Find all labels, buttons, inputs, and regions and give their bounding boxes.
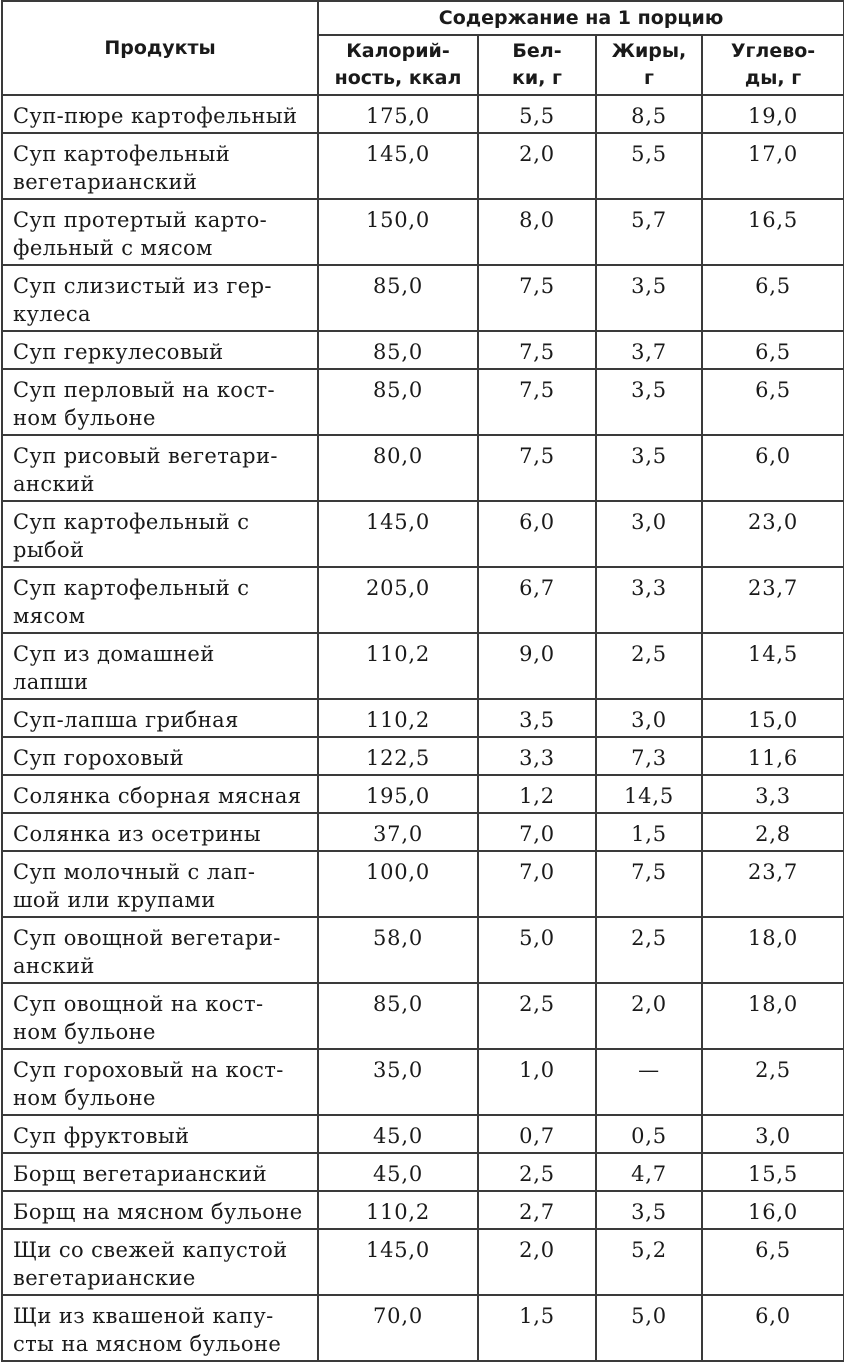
carbs-value: 6,0 bbox=[702, 435, 844, 501]
fat-value: 5,0 bbox=[596, 1295, 702, 1361]
protein-value: 5,0 bbox=[478, 917, 596, 983]
protein-value: 1,0 bbox=[478, 1049, 596, 1115]
table-row bbox=[2, 501, 844, 567]
fat-value: — bbox=[596, 1049, 702, 1115]
carbs-value: 18,0 bbox=[702, 983, 844, 1049]
table-row bbox=[2, 199, 844, 265]
protein-value: 9,0 bbox=[478, 633, 596, 699]
carbs-value: 23,0 bbox=[702, 501, 844, 567]
table-row bbox=[2, 775, 844, 813]
carbs-value: 3,0 bbox=[702, 1115, 844, 1153]
table-row bbox=[2, 1295, 844, 1361]
table-row bbox=[2, 851, 844, 917]
protein-value: 2,5 bbox=[478, 1153, 596, 1191]
calories-value: 45,0 bbox=[318, 1153, 478, 1191]
product-name: Суп картофельный с рыбой bbox=[2, 501, 318, 567]
table-row bbox=[2, 813, 844, 851]
product-name: Суп протертый карто- фельный с мясом bbox=[2, 199, 318, 265]
header-content-per-portion: Содержание на 1 порцию bbox=[318, 1, 844, 35]
product-name: Суп рисовый вегетари- анский bbox=[2, 435, 318, 501]
protein-value: 2,0 bbox=[478, 1229, 596, 1295]
header-calories: Калорий- ность, ккал bbox=[318, 35, 478, 95]
fat-value: 14,5 bbox=[596, 775, 702, 813]
calories-value: 195,0 bbox=[318, 775, 478, 813]
calories-value: 150,0 bbox=[318, 199, 478, 265]
calories-value: 85,0 bbox=[318, 331, 478, 369]
calories-value: 145,0 bbox=[318, 501, 478, 567]
fat-value: 5,2 bbox=[596, 1229, 702, 1295]
carbs-value: 19,0 bbox=[702, 95, 844, 133]
product-name: Суп овощной вегетари- анский bbox=[2, 917, 318, 983]
calories-value: 175,0 bbox=[318, 95, 478, 133]
carbs-value: 11,6 bbox=[702, 737, 844, 775]
fat-value: 3,5 bbox=[596, 435, 702, 501]
carbs-value: 23,7 bbox=[702, 851, 844, 917]
carbs-value: 6,5 bbox=[702, 369, 844, 435]
carbs-value: 14,5 bbox=[702, 633, 844, 699]
carbs-value: 18,0 bbox=[702, 917, 844, 983]
header-carbs: Углево- ды, г bbox=[702, 35, 844, 95]
product-name: Суп молочный с лап- шой или крупами bbox=[2, 851, 318, 917]
carbs-value: 6,5 bbox=[702, 1229, 844, 1295]
product-name: Суп фруктовый bbox=[2, 1115, 318, 1153]
table-row bbox=[2, 699, 844, 737]
table-row bbox=[2, 1191, 844, 1229]
calories-value: 85,0 bbox=[318, 983, 478, 1049]
product-name: Щи из квашеной капу- сты на мясном бульоне bbox=[2, 1295, 318, 1361]
protein-value: 7,5 bbox=[478, 369, 596, 435]
carbs-value: 16,0 bbox=[702, 1191, 844, 1229]
table-row bbox=[2, 435, 844, 501]
calories-value: 37,0 bbox=[318, 813, 478, 851]
carbs-value: 16,5 bbox=[702, 199, 844, 265]
protein-value: 1,5 bbox=[478, 1295, 596, 1361]
calories-value: 80,0 bbox=[318, 435, 478, 501]
table-row bbox=[2, 1049, 844, 1115]
table-row bbox=[2, 737, 844, 775]
protein-value: 7,5 bbox=[478, 265, 596, 331]
table-row bbox=[2, 133, 844, 199]
fat-value: 8,5 bbox=[596, 95, 702, 133]
carbs-value: 2,5 bbox=[702, 1049, 844, 1115]
table-row bbox=[2, 633, 844, 699]
fat-value: 2,5 bbox=[596, 917, 702, 983]
calories-value: 110,2 bbox=[318, 699, 478, 737]
carbs-value: 15,0 bbox=[702, 699, 844, 737]
header-fat: Жиры, г bbox=[596, 35, 702, 95]
calories-value: 122,5 bbox=[318, 737, 478, 775]
protein-value: 7,0 bbox=[478, 851, 596, 917]
carbs-value: 23,7 bbox=[702, 567, 844, 633]
product-name: Суп-пюре картофельный bbox=[2, 95, 318, 133]
table-row bbox=[2, 369, 844, 435]
product-name: Суп слизистый из гер- кулеса bbox=[2, 265, 318, 331]
calories-value: 70,0 bbox=[318, 1295, 478, 1361]
fat-value: 5,7 bbox=[596, 199, 702, 265]
protein-value: 2,7 bbox=[478, 1191, 596, 1229]
fat-value: 7,3 bbox=[596, 737, 702, 775]
protein-value: 6,0 bbox=[478, 501, 596, 567]
protein-value: 2,5 bbox=[478, 983, 596, 1049]
calories-value: 85,0 bbox=[318, 369, 478, 435]
table-row bbox=[2, 983, 844, 1049]
fat-value: 0,5 bbox=[596, 1115, 702, 1153]
carbs-value: 6,0 bbox=[702, 1295, 844, 1361]
table-row bbox=[2, 917, 844, 983]
calories-value: 145,0 bbox=[318, 133, 478, 199]
carbs-value: 15,5 bbox=[702, 1153, 844, 1191]
carbs-value: 2,8 bbox=[702, 813, 844, 851]
protein-value: 2,0 bbox=[478, 133, 596, 199]
protein-value: 3,3 bbox=[478, 737, 596, 775]
product-name: Суп перловый на кост- ном бульоне bbox=[2, 369, 318, 435]
carbs-value: 6,5 bbox=[702, 331, 844, 369]
product-name: Щи со свежей капустой вегетарианские bbox=[2, 1229, 318, 1295]
table-row bbox=[2, 1153, 844, 1191]
carbs-value: 17,0 bbox=[702, 133, 844, 199]
product-name: Суп гороховый bbox=[2, 737, 318, 775]
fat-value: 3,5 bbox=[596, 1191, 702, 1229]
table-row bbox=[2, 331, 844, 369]
fat-value: 7,5 bbox=[596, 851, 702, 917]
product-name: Суп из домашней лапши bbox=[2, 633, 318, 699]
product-name: Суп геркулесовый bbox=[2, 331, 318, 369]
protein-value: 5,5 bbox=[478, 95, 596, 133]
protein-value: 7,0 bbox=[478, 813, 596, 851]
carbs-value: 6,5 bbox=[702, 265, 844, 331]
fat-value: 2,5 bbox=[596, 633, 702, 699]
table-row bbox=[2, 265, 844, 331]
table-row bbox=[2, 95, 844, 133]
calories-value: 35,0 bbox=[318, 1049, 478, 1115]
product-name: Борщ на мясном бульоне bbox=[2, 1191, 318, 1229]
calories-value: 110,2 bbox=[318, 1191, 478, 1229]
calories-value: 58,0 bbox=[318, 917, 478, 983]
product-name: Суп-лапша грибная bbox=[2, 699, 318, 737]
calories-value: 205,0 bbox=[318, 567, 478, 633]
table-row bbox=[2, 567, 844, 633]
product-name: Суп картофельный вегетарианский bbox=[2, 133, 318, 199]
fat-value: 3,7 bbox=[596, 331, 702, 369]
fat-value: 1,5 bbox=[596, 813, 702, 851]
header-products: Продукты bbox=[2, 1, 318, 95]
fat-value: 3,5 bbox=[596, 265, 702, 331]
fat-value: 2,0 bbox=[596, 983, 702, 1049]
table-row bbox=[2, 1115, 844, 1153]
calories-value: 85,0 bbox=[318, 265, 478, 331]
calories-value: 45,0 bbox=[318, 1115, 478, 1153]
product-name: Борщ вегетарианский bbox=[2, 1153, 318, 1191]
calories-value: 100,0 bbox=[318, 851, 478, 917]
calories-value: 145,0 bbox=[318, 1229, 478, 1295]
fat-value: 5,5 bbox=[596, 133, 702, 199]
protein-value: 8,0 bbox=[478, 199, 596, 265]
fat-value: 4,7 bbox=[596, 1153, 702, 1191]
protein-value: 7,5 bbox=[478, 331, 596, 369]
table-row bbox=[2, 1229, 844, 1295]
product-name: Суп гороховый на кост- ном бульоне bbox=[2, 1049, 318, 1115]
product-name: Солянка из осетрины bbox=[2, 813, 318, 851]
protein-value: 3,5 bbox=[478, 699, 596, 737]
protein-value: 0,7 bbox=[478, 1115, 596, 1153]
fat-value: 3,0 bbox=[596, 501, 702, 567]
fat-value: 3,0 bbox=[596, 699, 702, 737]
protein-value: 1,2 bbox=[478, 775, 596, 813]
fat-value: 3,5 bbox=[596, 369, 702, 435]
calories-value: 110,2 bbox=[318, 633, 478, 699]
product-name: Суп картофельный с мясом bbox=[2, 567, 318, 633]
product-name: Суп овощной на кост- ном бульоне bbox=[2, 983, 318, 1049]
protein-value: 6,7 bbox=[478, 567, 596, 633]
fat-value: 3,3 bbox=[596, 567, 702, 633]
header-protein: Бел- ки, г bbox=[478, 35, 596, 95]
protein-value: 7,5 bbox=[478, 435, 596, 501]
product-name: Солянка сборная мясная bbox=[2, 775, 318, 813]
nutrition-table bbox=[1, 0, 844, 1362]
carbs-value: 3,3 bbox=[702, 775, 844, 813]
